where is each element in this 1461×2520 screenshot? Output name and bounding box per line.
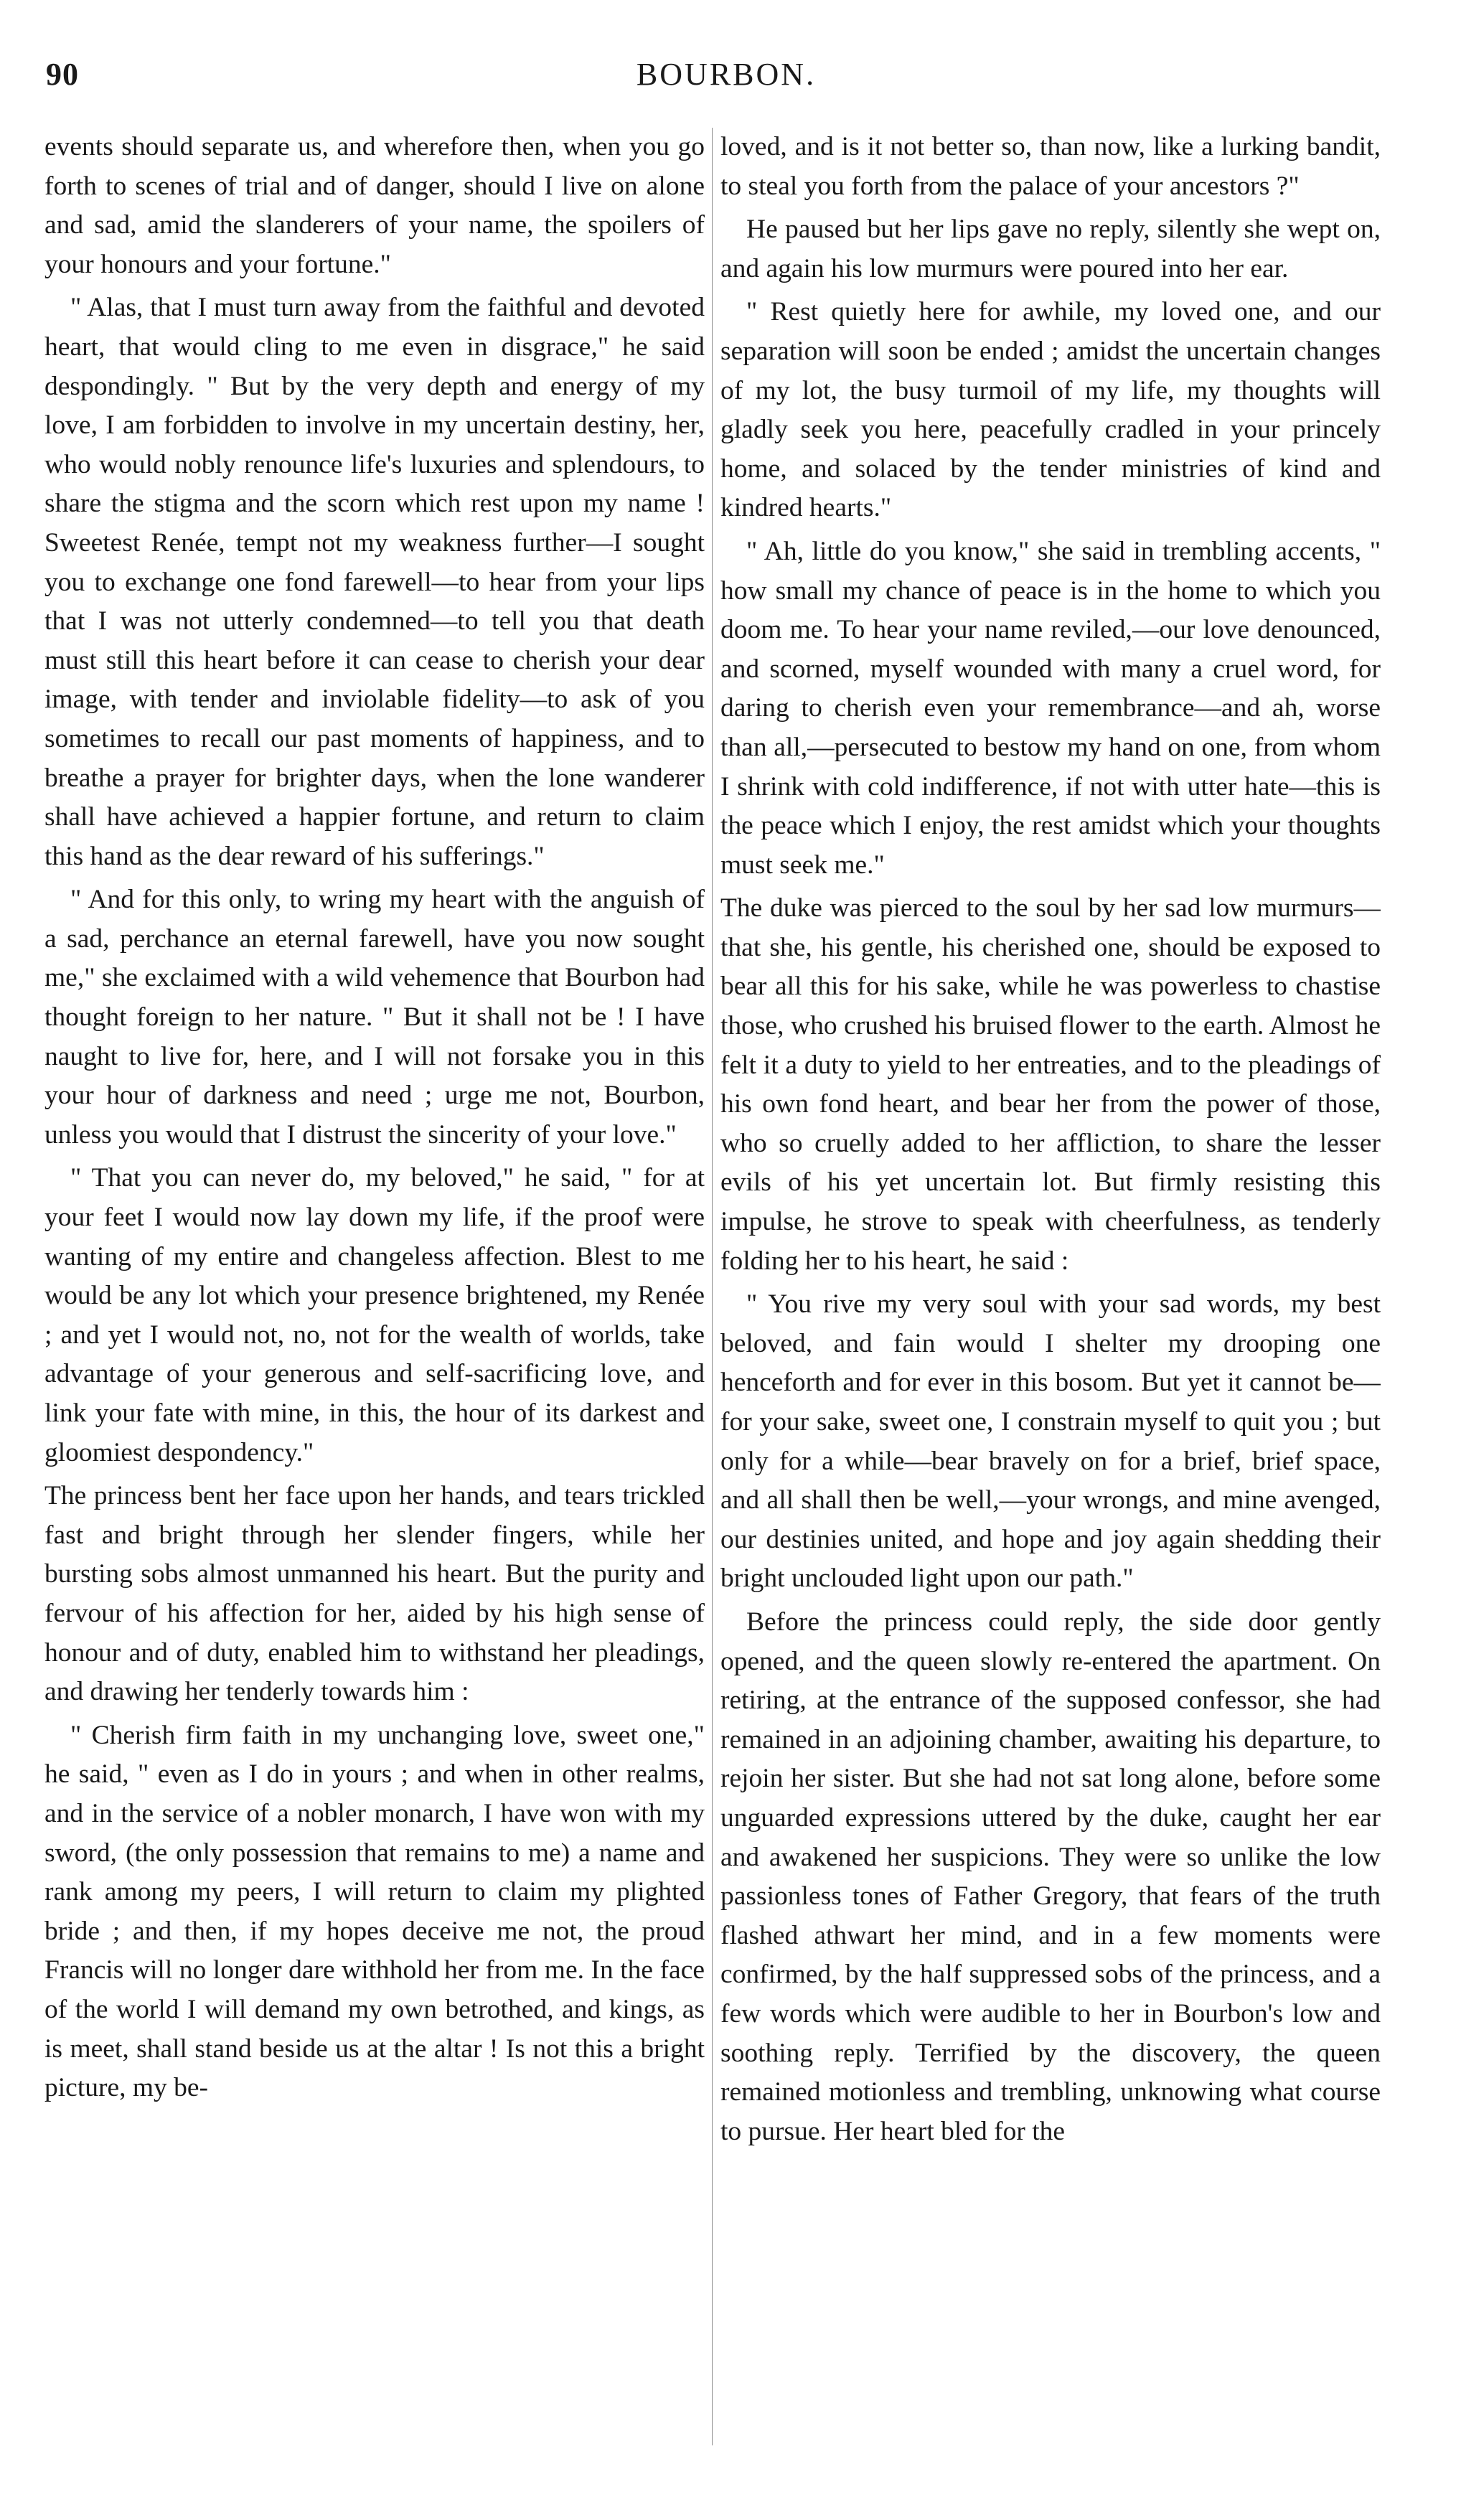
paragraph: " Cherish firm faith in my unchanging love, sweet one," he said, " even as I do in yours ; and when in other realms, and in the service of a nobler monarch, I have won with my sword, (the only possession that remains to me) a name and rank among my peers, I will return to claim my plighted bride ; and then, if my hopes deceive me not, the proud Francis will no longer dare withhold her from me. In the face of the world I will demand my own betrothed, and kings, as is meet, shall stand beside us at the altar ! Is not this a bright picture, my be-: [44, 1720, 705, 2103]
column-divider: [712, 128, 713, 2445]
paragraph: The duke was pierced to the soul by her sad low murmurs—that she, his gentle, his cherished one, should be exposed to bear all this for his sake, while he was powerless to chastise those, who crushed his bruised flower to the earth. Almost he felt it a duty to yield to her entreaties, and to the pleadings of his own fond heart, and bear her from the power of those, who so cruelly added to her affliction, to share the lesser evils of his yet uncertain lot. But firmly resisting this impulse, he strove to speak with cheerfulness, as tenderly folding her to his heart, he said :: [720, 893, 1381, 1276]
right-column: [720, 128, 1381, 2460]
paragraph: " And for this only, to wring my heart with the anguish of a sad, perchance an eternal farewell, have you now sought me," she exclaimed with a wild vehemence that Bourbon had thought foreign to her nature. " But it shall not be ! I have naught to live for, here, and I will not forsake you in this your hour of darkness and need ; urge me not, Bourbon, unless you would that I distrust the sincerity of your love.": [44, 885, 705, 1149]
paragraph: He paused but her lips gave no reply, silently she wept on, and again his low murmurs were poured into her ear.: [720, 215, 1381, 283]
paragraph: The princess bent her face upon her hands, and tears trickled fast and bright through her slender fingers, while her bursting sobs almost unmanned his heart. But the purity and fervour of his affection for her, aided by his high sense of honour and of duty, enabled him to withstand her pleadings, and drawing her tenderly towards him :: [44, 1481, 705, 1707]
left-column: [44, 128, 705, 2460]
running-head: BOURBON.: [636, 57, 817, 92]
page-number: 90: [46, 57, 79, 92]
page-header: [46, 56, 1406, 106]
paragraph: " That you can never do, my beloved," he said, " for at your feet I would now lay down my life, if the proof were wanting of my entire and changeless affection. Blest to me would be any lot which your presence brightened, my Renée ; and yet I would not, no, not for the wealth of worlds, take advantage of your generous and self-sacrificing love, and link your fate with mine, in this, the hour of its darkest and gloomiest despondency.": [44, 1163, 705, 1467]
paragraph: events should separate us, and wherefore then, when you go forth to scenes of trial and of danger, should I live on alone and sad, amid the slanderers of your name, the spoilers of your honours and your fortune.": [44, 132, 705, 279]
paragraph: " Rest quietly here for awhile, my loved one, and our separation will soon be ended ; amidst the uncertain changes of my lot, the busy turmoil of my life, my thoughts will gladly seek you here, peacefully cradled in your princely home, and solaced by the tender ministries of kind and kindred hearts.": [720, 297, 1381, 523]
paragraph: " You rive my very soul with your sad words, my best beloved, and fain would I shelter my drooping one henceforth and for ever in this bosom. But yet it cannot be—for your sake, sweet one, I constrain myself to quit you ; but only for a while—bear bravely on for a brief, brief space, and all shall then be well,—your wrongs, and mine avenged, our destinies united, and hope and joy again shedding their bright unclouded light upon our path.": [720, 1289, 1381, 1594]
paragraph: loved, and is it not better so, than now, like a lurking bandit, to steal you forth from the palace of your ancestors ?": [720, 132, 1381, 201]
paragraph: " Alas, that I must turn away from the faithful and devoted heart, that would cling to me even in disgrace," he said despondingly. " But by the very depth and energy of my love, I am forbidden to involve in my uncertain destiny, her, who would nobly renounce life's luxuries and splendours, to share the stigma and the scorn which rest upon my name ! Sweetest Renée, tempt not my weakness further—I sought you to exchange one fond farewell—to hear from your lips that I was not utterly condemned—to tell you that death must still this heart before it can cease to cherish your dear image, with tender and inviolable fidelity—to ask of you sometimes to recall our past moments of happiness, and to breathe a prayer for brighter days, when the lone wanderer shall have achieved a happier fortune, and return to claim this hand as the dear reward of his sufferings.": [44, 293, 705, 871]
paragraph: " Ah, little do you know," she said in trembling accents, " how small my chance of peace is in the home to which you doom me. To hear your name reviled,—our love denounced, and scorned, myself wounded with many a cruel word, for daring to cherish even your remembrance—and ah, worse than all,—persecuted to bestow my hand on one, from whom I shrink with cold indifference, if not with utter hate—this is the peace which I enjoy, the rest amidst which your thoughts must seek me.": [720, 536, 1381, 880]
paragraph: Before the princess could reply, the side door gently opened, and the queen slowly re-entered the apartment. On retiring, at the entrance of the supposed confessor, she had remained in an adjoining chamber, awaiting his departure, to rejoin her sister. But she had not sat long alone, before some unguarded expressions uttered by the duke, caught her ear and awakened her suspicions. They were so unlike the low passionless tones of Father Gregory, that fears of the truth flashed athwart her mind, and in a few moments were confirmed, by the half suppressed sobs of the princess, and a few words which were audible to her in Bourbon's low and soothing reply. Terrified by the discovery, the queen remained motionless and trembling, unknowing what course to pursue. Her heart bled for the: [720, 1607, 1381, 2146]
